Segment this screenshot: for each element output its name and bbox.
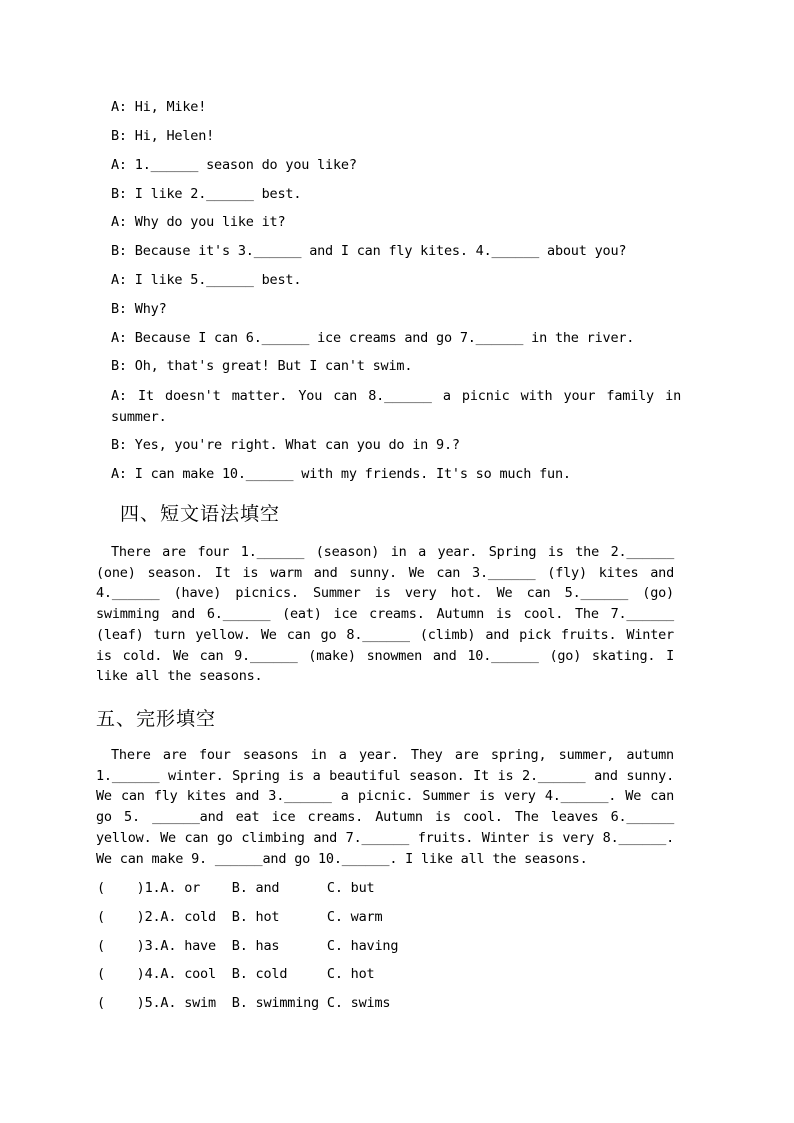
grammar-fill-passage: There are four 1.______ (season) in a year. Spring is the 2.______ (one) season. It is warm and sunny. We can 3.______ (fly) kites and 4.______ (have) picnics. Summer is very hot. We can 5.______ (go) swimming and 6.______ (eat) ice creams. Autumn is cool. The 7.______ (leaf) turn yellow. We can go 8.______ (climb) and pick fruits. Winter is cold. We can 9.______ (make) snowmen and 10.______ (go) skating. I like all the seasons. xyxy=(96,544,674,685)
answer-option-row: ( )5.A. swim B. swimming C. swims xyxy=(97,995,391,1011)
answer-option-row: ( )4.A. cool B. cold C. hot xyxy=(97,966,375,982)
cloze-passage: There are four seasons in a year. They are spring, summer, autumn 1.______ winter. Spring is a beautiful season. It is 2.______ and sunny. We can fly kites and 3.______ a picnic. Summer is very 4.______. We can go 5. ______and eat ice creams. Autumn is cool. The leaves 6.______ yellow. We can go climbing and 7.______ fruits. Winter is very 8.______. We can make 9. ______and go 10.______. I like all the seasons. xyxy=(96,747,674,867)
dialogue-line: B: Because it's 3.______ and I can fly kites. 4.______ about you? xyxy=(111,243,627,259)
dialogue-line: B: I like 2.______ best. xyxy=(111,186,302,202)
dialogue-line: B: Hi, Helen! xyxy=(111,128,215,144)
dialogue-line: B: Why? xyxy=(111,301,167,317)
dialogue-line: B: Yes, you're right. What can you do in 9.? xyxy=(111,437,460,453)
dialogue-line: A: Why do you like it? xyxy=(111,214,286,230)
dialogue-line: B: Oh, that's great! But I can't swim. xyxy=(111,358,413,374)
dialogue-line: A: I like 5.______ best. xyxy=(111,272,302,288)
answer-option-row: ( )2.A. cold B. hot C. warm xyxy=(97,909,383,925)
section-heading-cloze: 五、完形填空 xyxy=(96,708,217,730)
answer-option-row: ( )1.A. or B. and C. but xyxy=(97,880,375,896)
dialogue-line: A: Hi, Mike! xyxy=(111,99,207,115)
answer-option-row: ( )3.A. have B. has C. having xyxy=(97,938,399,954)
dialogue-line: A: I can make 10.______ with my friends. It's so much fun. xyxy=(111,466,571,482)
section-heading-grammar-fill: 四、短文语法填空 xyxy=(120,503,281,525)
dialogue-line: A: 1.______ season do you like? xyxy=(111,157,357,173)
dialogue-line: A: Because I can 6.______ ice creams and go 7.______ in the river. xyxy=(111,330,635,346)
dialogue-line: A: It doesn't matter. You can 8.______ a picnic with your family in summer. xyxy=(111,388,681,425)
